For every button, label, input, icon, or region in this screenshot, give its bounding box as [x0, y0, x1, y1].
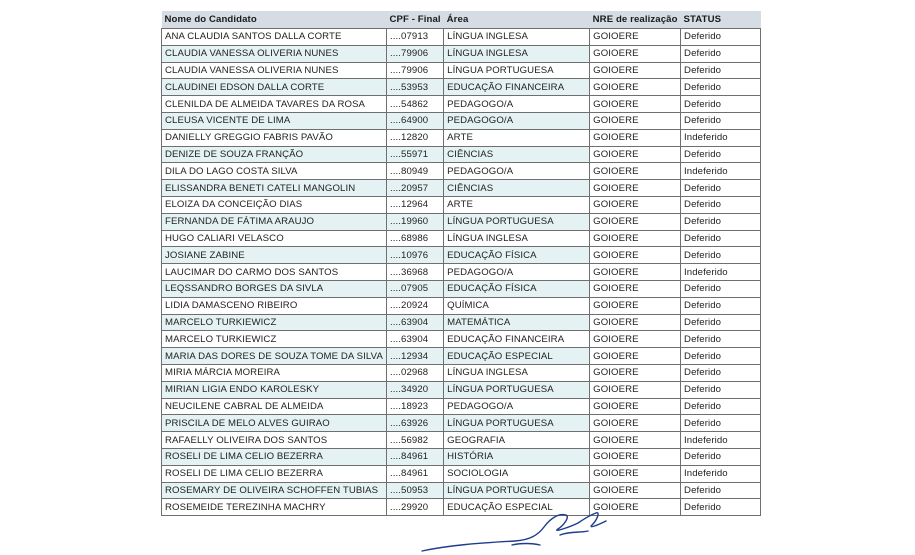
area-cell: PEDAGOGO/A	[444, 112, 590, 129]
status-cell: Deferido	[681, 180, 761, 197]
nome-candidato-cell: MARIA DAS DORES DE SOUZA TOME DA SILVA	[162, 348, 387, 365]
status-cell: Deferido	[681, 112, 761, 129]
status-cell: Deferido	[681, 96, 761, 113]
nome-candidato-cell: CLAUDIA VANESSA OLIVERIA NUNES	[162, 45, 387, 62]
header-nome-candidato: Nome do Candidato	[162, 11, 387, 29]
cpf-final-cell: ....63904	[386, 331, 443, 348]
area-cell: LÍNGUA PORTUGUESA	[444, 482, 590, 499]
nome-candidato-cell: ELISSANDRA BENETI CATELI MANGOLIN	[162, 180, 387, 197]
nre-cell: GOIOERE	[590, 482, 681, 499]
nome-candidato-cell: LEQSSANDRO BORGES DA SIVLA	[162, 280, 387, 297]
area-cell: ARTE	[444, 129, 590, 146]
cpf-final-cell: ....07913	[386, 29, 443, 46]
table-row	[162, 280, 761, 297]
status-cell: Deferido	[681, 230, 761, 247]
area-cell: LÍNGUA INGLESA	[444, 45, 590, 62]
area-cell: GEOGRAFIA	[444, 432, 590, 449]
table-row	[162, 297, 761, 314]
status-cell: Deferido	[681, 247, 761, 264]
nre-cell: GOIOERE	[590, 331, 681, 348]
table-row	[162, 348, 761, 365]
table-row	[162, 482, 761, 499]
nome-candidato-cell: ROSEMEIDE TEREZINHA MACHRY	[162, 499, 387, 516]
table-row	[162, 448, 761, 465]
header-status: STATUS	[681, 11, 761, 29]
nome-candidato-cell: DILA DO LAGO COSTA SILVA	[162, 163, 387, 180]
area-cell: LÍNGUA PORTUGUESA	[444, 381, 590, 398]
status-cell: Indeferido	[681, 129, 761, 146]
status-cell: Deferido	[681, 398, 761, 415]
cpf-final-cell: ....79906	[386, 62, 443, 79]
status-cell: Deferido	[681, 213, 761, 230]
status-cell: Deferido	[681, 448, 761, 465]
table-row	[162, 146, 761, 163]
nome-candidato-cell: JOSIANE ZABINE	[162, 247, 387, 264]
area-cell: LÍNGUA INGLESA	[444, 29, 590, 46]
cpf-final-cell: ....12820	[386, 129, 443, 146]
area-cell: SOCIOLOGIA	[444, 465, 590, 482]
nome-candidato-cell: LAUCIMAR DO CARMO DOS SANTOS	[162, 264, 387, 281]
area-cell: CIÊNCIAS	[444, 180, 590, 197]
area-cell: MATEMÁTICA	[444, 314, 590, 331]
nre-cell: GOIOERE	[590, 364, 681, 381]
nome-candidato-cell: LIDIA DAMASCENO RIBEIRO	[162, 297, 387, 314]
table-row	[162, 29, 761, 46]
nre-cell: GOIOERE	[590, 381, 681, 398]
table-row	[162, 230, 761, 247]
nome-candidato-cell: DANIELLY GREGGIO FABRIS PAVÃO	[162, 129, 387, 146]
area-cell: PEDAGOGO/A	[444, 163, 590, 180]
header-nre-realizacao: NRE de realização	[590, 11, 681, 29]
nome-candidato-cell: HUGO CALIARI VELASCO	[162, 230, 387, 247]
nre-cell: GOIOERE	[590, 129, 681, 146]
nome-candidato-cell: RAFAELLY OLIVEIRA DOS SANTOS	[162, 432, 387, 449]
header-cpf-final: CPF - Final	[386, 11, 443, 29]
status-cell: Indeferido	[681, 465, 761, 482]
candidates-table	[161, 11, 761, 516]
status-cell: Indeferido	[681, 264, 761, 281]
nre-cell: GOIOERE	[590, 264, 681, 281]
cpf-final-cell: ....10976	[386, 247, 443, 264]
table-row	[162, 381, 761, 398]
nre-cell: GOIOERE	[590, 448, 681, 465]
table-row	[162, 180, 761, 197]
cpf-final-cell: ....34920	[386, 381, 443, 398]
nre-cell: GOIOERE	[590, 163, 681, 180]
table-row	[162, 331, 761, 348]
cpf-final-cell: ....79906	[386, 45, 443, 62]
table-row	[162, 96, 761, 113]
nre-cell: GOIOERE	[590, 230, 681, 247]
nre-cell: GOIOERE	[590, 146, 681, 163]
nome-candidato-cell: MIRIAN LIGIA ENDO KAROLESKY	[162, 381, 387, 398]
cpf-final-cell: ....63904	[386, 314, 443, 331]
nre-cell: GOIOERE	[590, 415, 681, 432]
table-header-row	[162, 11, 761, 29]
nome-candidato-cell: MIRIA MÁRCIA MOREIRA	[162, 364, 387, 381]
status-cell: Indeferido	[681, 163, 761, 180]
nome-candidato-cell: ROSEMARY DE OLIVEIRA SCHOFFEN TUBIAS	[162, 482, 387, 499]
area-cell: EDUCAÇÃO ESPECIAL	[444, 348, 590, 365]
area-cell: QUÍMICA	[444, 297, 590, 314]
table-row	[162, 415, 761, 432]
nre-cell: GOIOERE	[590, 196, 681, 213]
cpf-final-cell: ....84961	[386, 465, 443, 482]
area-cell: LÍNGUA INGLESA	[444, 230, 590, 247]
header-area: Área	[444, 11, 590, 29]
nre-cell: GOIOERE	[590, 180, 681, 197]
cpf-final-cell: ....64900	[386, 112, 443, 129]
status-cell: Deferido	[681, 280, 761, 297]
table-row	[162, 247, 761, 264]
nre-cell: GOIOERE	[590, 62, 681, 79]
nome-candidato-cell: CLAUDIA VANESSA OLIVERIA NUNES	[162, 62, 387, 79]
area-cell: ARTE	[444, 196, 590, 213]
area-cell: CIÊNCIAS	[444, 146, 590, 163]
table-row	[162, 163, 761, 180]
status-cell: Deferido	[681, 482, 761, 499]
nome-candidato-cell: DENIZE DE SOUZA FRANÇÃO	[162, 146, 387, 163]
table-row	[162, 465, 761, 482]
cpf-final-cell: ....20957	[386, 180, 443, 197]
cpf-final-cell: ....54862	[386, 96, 443, 113]
cpf-final-cell: ....68986	[386, 230, 443, 247]
nome-candidato-cell: ROSELI DE LIMA CELIO BEZERRA	[162, 465, 387, 482]
area-cell: HISTÓRIA	[444, 448, 590, 465]
nome-candidato-cell: PRISCILA DE MELO ALVES GUIRAO	[162, 415, 387, 432]
cpf-final-cell: ....80949	[386, 163, 443, 180]
table-row	[162, 264, 761, 281]
area-cell: EDUCAÇÃO FÍSICA	[444, 280, 590, 297]
cpf-final-cell: ....63926	[386, 415, 443, 432]
nre-cell: GOIOERE	[590, 79, 681, 96]
area-cell: LÍNGUA PORTUGUESA	[444, 415, 590, 432]
status-cell: Deferido	[681, 381, 761, 398]
nome-candidato-cell: CLENILDA DE ALMEIDA TAVARES DA ROSA	[162, 96, 387, 113]
nre-cell: GOIOERE	[590, 280, 681, 297]
nre-cell: GOIOERE	[590, 465, 681, 482]
cpf-final-cell: ....19960	[386, 213, 443, 230]
nre-cell: GOIOERE	[590, 432, 681, 449]
area-cell: LÍNGUA PORTUGUESA	[444, 62, 590, 79]
table-row	[162, 62, 761, 79]
cpf-final-cell: ....55971	[386, 146, 443, 163]
status-cell: Deferido	[681, 314, 761, 331]
table-row	[162, 79, 761, 96]
nome-candidato-cell: ROSELI DE LIMA CELIO BEZERRA	[162, 448, 387, 465]
cpf-final-cell: ....12964	[386, 196, 443, 213]
status-cell: Deferido	[681, 62, 761, 79]
table-row	[162, 364, 761, 381]
cpf-final-cell: ....53953	[386, 79, 443, 96]
cpf-final-cell: ....36968	[386, 264, 443, 281]
nre-cell: GOIOERE	[590, 96, 681, 113]
area-cell: PEDAGOGO/A	[444, 96, 590, 113]
table-row	[162, 112, 761, 129]
nome-candidato-cell: CLEUSA VICENTE DE LIMA	[162, 112, 387, 129]
status-cell: Deferido	[681, 348, 761, 365]
nre-cell: GOIOERE	[590, 247, 681, 264]
nre-cell: GOIOERE	[590, 213, 681, 230]
table-row	[162, 398, 761, 415]
nre-cell: GOIOERE	[590, 348, 681, 365]
nome-candidato-cell: MARCELO TURKIEWICZ	[162, 314, 387, 331]
area-cell: PEDAGOGO/A	[444, 398, 590, 415]
status-cell: Deferido	[681, 79, 761, 96]
status-cell: Deferido	[681, 196, 761, 213]
area-cell: EDUCAÇÃO ESPECIAL	[444, 499, 590, 516]
table-row	[162, 432, 761, 449]
handwritten-signature	[420, 505, 620, 555]
cpf-final-cell: ....07905	[386, 280, 443, 297]
table-row	[162, 45, 761, 62]
status-cell: Deferido	[681, 364, 761, 381]
status-cell: Deferido	[681, 45, 761, 62]
nre-cell: GOIOERE	[590, 297, 681, 314]
cpf-final-cell: ....18923	[386, 398, 443, 415]
nre-cell: GOIOERE	[590, 112, 681, 129]
area-cell: LÍNGUA PORTUGUESA	[444, 213, 590, 230]
nome-candidato-cell: MARCELO TURKIEWICZ	[162, 331, 387, 348]
area-cell: EDUCAÇÃO FINANCEIRA	[444, 79, 590, 96]
nome-candidato-cell: ELOIZA DA CONCEIÇÃO DIAS	[162, 196, 387, 213]
table-row	[162, 129, 761, 146]
table-row	[162, 196, 761, 213]
status-cell: Deferido	[681, 415, 761, 432]
cpf-final-cell: ....84961	[386, 448, 443, 465]
cpf-final-cell: ....50953	[386, 482, 443, 499]
nre-cell: GOIOERE	[590, 499, 681, 516]
nre-cell: GOIOERE	[590, 398, 681, 415]
nre-cell: GOIOERE	[590, 314, 681, 331]
nome-candidato-cell: ANA CLAUDIA SANTOS DALLA CORTE	[162, 29, 387, 46]
cpf-final-cell: ....02968	[386, 364, 443, 381]
cpf-final-cell: ....20924	[386, 297, 443, 314]
status-cell: Deferido	[681, 29, 761, 46]
status-cell: Deferido	[681, 331, 761, 348]
nome-candidato-cell: CLAUDINEI EDSON DALLA CORTE	[162, 79, 387, 96]
status-cell: Deferido	[681, 146, 761, 163]
status-cell: Deferido	[681, 297, 761, 314]
cpf-final-cell: ....56982	[386, 432, 443, 449]
area-cell: EDUCAÇÃO FINANCEIRA	[444, 331, 590, 348]
nre-cell: GOIOERE	[590, 45, 681, 62]
table-row	[162, 314, 761, 331]
area-cell: LÍNGUA INGLESA	[444, 364, 590, 381]
area-cell: PEDAGOGO/A	[444, 264, 590, 281]
status-cell: Deferido	[681, 499, 761, 516]
area-cell: EDUCAÇÃO FÍSICA	[444, 247, 590, 264]
nre-cell: GOIOERE	[590, 29, 681, 46]
table-row	[162, 213, 761, 230]
nome-candidato-cell: FERNANDA DE FÁTIMA ARAUJO	[162, 213, 387, 230]
status-cell: Indeferido	[681, 432, 761, 449]
cpf-final-cell: ....29920	[386, 499, 443, 516]
nome-candidato-cell: NEUCILENE CABRAL DE ALMEIDA	[162, 398, 387, 415]
cpf-final-cell: ....12934	[386, 348, 443, 365]
